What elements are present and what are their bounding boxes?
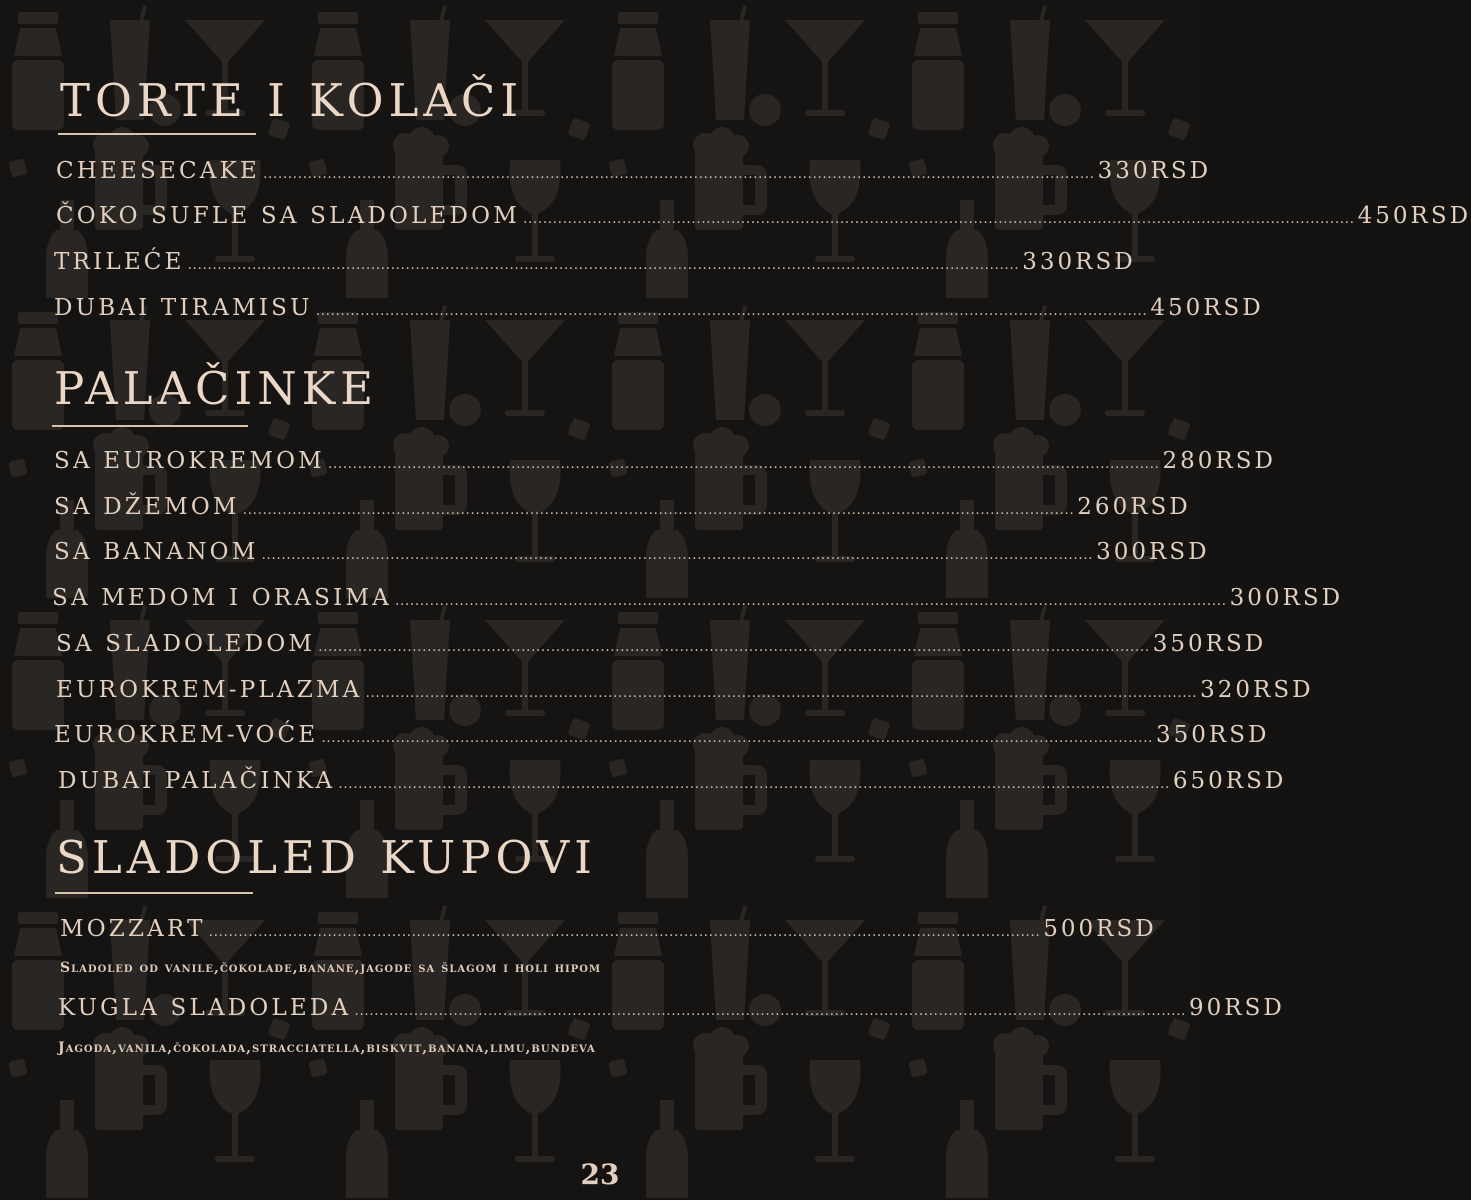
menu-item-dubai-tiramisu [54,295,1264,325]
item-price: 500RSD [1043,916,1157,942]
item-price: 450RSD [1357,203,1471,229]
item-price: 450RSD [1150,295,1264,321]
section-title-sladoled-kupovi: SLADOLED KUPOVI [56,831,597,884]
item-name: SA SLADOLEDOM [56,631,316,657]
section-underline [58,133,256,135]
menu-item-sa-sladoledom [56,631,1267,661]
dot-leader: ........................................................................................................................................................................ [318,639,1150,655]
menu-item-sa-bananom [54,539,1210,569]
dot-leader: ........................................................................................................................................................................ [315,303,1148,319]
dot-leader: ........................................................................................................................................................................ [187,257,1020,273]
dot-leader: ........................................................................................................................................................................ [262,166,1095,182]
menu-item-eurokrem-plazma [56,677,1314,707]
item-description-mozzart: Sladoled od vanile,čokolade,banane,jagode sa šlagom i holi hipom [60,960,602,976]
menu-item-dubai-palacinka [58,768,1287,798]
dot-leader: ........................................................................................................................................................................ [261,547,1094,563]
dot-leader: ........................................................................................................................................................................ [327,456,1160,472]
item-name: SA EUROKREMOM [54,448,325,474]
item-name: SA MEDOM I ORASIMA [52,585,392,611]
section-title-palacinke: PALAČINKE [54,362,379,415]
item-name: TRILEĆE [54,249,185,275]
dot-leader: ........................................................................................................................................................................ [394,593,1227,609]
menu-item-sa-dzemom [54,494,1191,524]
item-price: 330RSD [1022,249,1136,275]
dot-leader: ........................................................................................................................................................................ [338,776,1170,792]
menu-item-cheesecake [56,158,1212,188]
menu-item-eurokrem-voce [54,722,1270,752]
item-price: 320RSD [1200,677,1314,703]
dot-leader: ........................................................................................................................................................................ [242,502,1075,518]
item-price: 280RSD [1162,448,1276,474]
dot-leader: ........................................................................................................................................................................ [208,924,1041,940]
item-price: 350RSD [1155,722,1270,748]
menu-item-sa-medom-i-orasima [52,585,1344,615]
section-title-torte-i-kolaci: TORTE I KOLAČI [60,74,524,127]
item-price: 350RSD [1152,631,1267,657]
item-name: ČOKO SUFLE SA SLADOLEDOM [56,203,520,229]
item-name: CHEESECAKE [56,158,260,184]
item-name: EUROKREM-VOĆE [54,722,319,748]
section-underline [55,892,253,894]
item-description-kugla-sladoleda: Jagoda,vanila,čokolada,stracciatella,biskvit,banana,limu,bundeva [58,1040,596,1056]
item-price: 90RSD [1189,995,1285,1021]
item-name: SA BANANOM [54,539,259,565]
item-name: DUBAI TIRAMISU [54,295,313,321]
section-underline [52,425,248,427]
dot-leader: ........................................................................................................................................................................ [354,1003,1187,1019]
menu-item-mozzart [60,916,1157,946]
item-name: MOZZART [60,916,206,942]
item-price: 300RSD [1229,585,1344,611]
menu-item-kugla-sladoleda [58,995,1285,1025]
item-name: DUBAI PALAČINKA [58,768,336,794]
page-number: 23 [580,1158,620,1191]
dot-leader: ........................................................................................................................................................................ [321,730,1153,746]
menu-item-sa-eurokremom [54,448,1276,478]
menu-item-trilece [54,249,1136,279]
item-name: EUROKREM-PLAZMA [56,677,363,703]
dot-leader: ........................................................................................................................................................................ [365,685,1198,701]
item-price: 650RSD [1172,768,1287,794]
item-price: 260RSD [1077,494,1191,520]
menu-item-coko-sufle [56,203,1471,233]
item-price: 300RSD [1096,539,1210,565]
dot-leader: ........................................................................................................................................................................ [522,211,1355,227]
item-name: KUGLA SLADOLEDA [58,995,352,1021]
item-price: 330RSD [1097,158,1212,184]
item-name: SA DŽEMOM [54,494,240,520]
